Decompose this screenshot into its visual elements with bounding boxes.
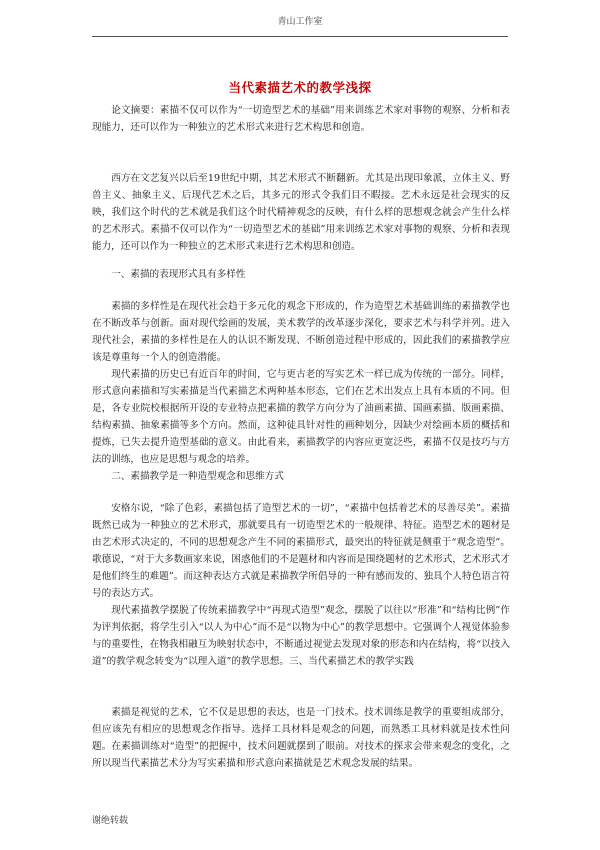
intro-paragraph: 西方在文艺复兴以后至19世纪中期，其艺术形式不断翻新。尤其是出现印象派，立体主义、野兽主义、抽象主义、后现代艺术之后，其多元的形式令我们目不暇接。艺术永远是社会现实的反映，我们这个时代的艺术就是我们这个时代精神观念的反映，有什么样的思想观念就会产生什么样的艺术形式。素描不仅可以作为“一切造型艺术的基础”用来训练艺术家对事物的观察、分析和表现能力，还可以作为一种独立的艺术形式来进行艺术构思和创造。: [92, 173, 510, 252]
abstract-paragraph: 论文摘要：素描不仅可以作为“一切造型艺术的基础”用来训练艺术家对事物的观察、分析和表现能力，还可以作为一种独立的艺术形式来进行艺术构思和创造。: [92, 105, 510, 133]
page-header: [92, 10, 508, 37]
section2-paragraph-2: 现代素描教学摆脱了传统素描教学中“再现式造型”观念，摆脱了以往以“形准”和“结构比例”作为评判依据，将学生引入“以人为中心”而不是“以物为中心”的教学思想中。它强调个人视觉体验参与的重要性，在物我相融互为映射状态中，不断通过视觉去发现对象的形态和内在结构，将“以技入道”的教学观念转变为“以理入道”的教学思想。三、当代素描艺术的教学实践: [92, 605, 510, 667]
footer-text: 谢绝转载: [92, 816, 129, 826]
section-heading-1: 一、素描的表现形式具有多样性: [111, 269, 246, 280]
header-text: 青山工作室: [277, 17, 323, 27]
section1-paragraph-1: 素描的多样性是在现代社会趋于多元化的观念下形成的，作为造型艺术基础训练的素描教学也在不断改革与创新。面对现代绘画的发展，美术教学的改革逐步深化，要求艺术与科学并列。进入现代社会，素描的多样性是在人的认识不断发现、不断创造过程中形成的，因此我们的素描教学应该是尊重每一个人的创造潜能。: [92, 301, 510, 363]
section1-paragraph-2: 现代素描的历史已有近百年的时间，它与更古老的写实艺术一样已成为传统的一部分。同样，形式意向素描和写实素描是当代素描艺术两种基本形态，它们在艺术出发点上具有本质的不同。但是，各专业院校根据所开设的专业特点把素描的教学方向分为了油画素描、国画素描、版画素描、结构素描、抽象素描等多个方向。然而，这种徒具针对性的画种划分，因缺少对绘画本质的概括和提炼，已失去提升造型基础的意义。由此看来，素描教学的内容应更宽泛些，素描不仅是技巧与方法的训练，也应是思想与观念的培养。: [92, 369, 510, 465]
section3-paragraph-1: 素描是视觉的艺术，它不仅是思想的表达，也是一门技术。技术训练是教学的重要组成部分，但应该先有相应的思想观念作指导。选择工具材料是观念的问题，而熟悉工具材料就是技术性问题。在素描训练对“造型”的把握中，技术问题就摆到了眼前。对技术的探求会带来观念的变化，之所以现当代素描艺术分为写实素描和形式意向素描就是艺术观念发展的结果。: [92, 707, 510, 769]
section2-paragraph-1: 安格尔说，“除了色彩，素描包括了造型艺术的一切”，“素描中包括着艺术的尽善尽美”。素描既然已成为一种独立的艺术形式，那就要具有一切造型艺术的一般规律、特征。造型艺术的题材是由艺术形式决定的，不同的思想观念产生不同的素描形式，最突出的特征就是侧重于“观念造型”。歌德说，“对于大多数画家来说，困惑他们的不是题材和内容而是围绕题材的艺术形式，艺术形式才是他们终生的难题”。而这种表达方式就是素描教学所倡导的一种有感而发的、独具个人特色语言符号的表达方式。: [92, 503, 510, 599]
section-heading-2: 二、素描教学是一种造型观念和思维方式: [111, 471, 284, 482]
article-title: 当代素描艺术的教学浅探: [228, 80, 372, 95]
page-footer: [92, 813, 128, 826]
